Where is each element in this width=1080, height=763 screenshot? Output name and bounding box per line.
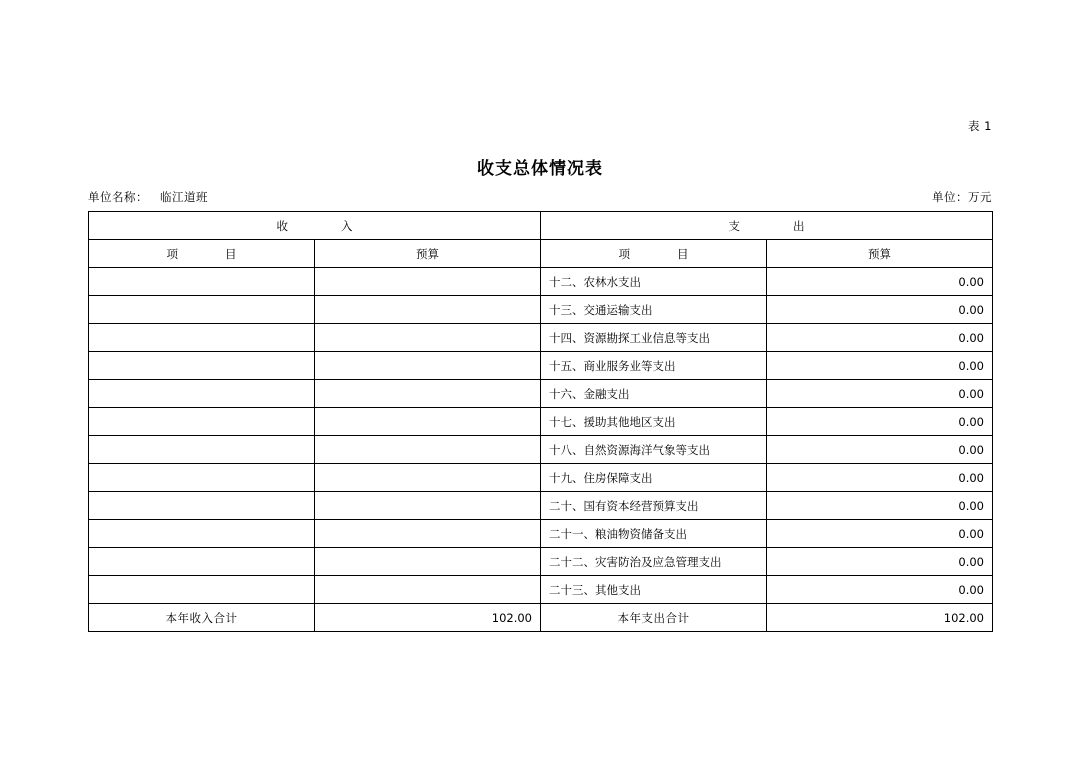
table-row bbox=[89, 520, 993, 548]
table-row bbox=[89, 352, 993, 380]
expense-value-cell: 0.00 bbox=[767, 520, 993, 548]
expense-item-cell: 十二、农林水支出 bbox=[541, 268, 767, 296]
expense-item-cell: 十七、援助其他地区支出 bbox=[541, 408, 767, 436]
expense-value-cell: 0.00 bbox=[767, 576, 993, 604]
table-total-row bbox=[89, 604, 993, 632]
unit-measure-label: 单位：万元 bbox=[932, 190, 992, 204]
income-group-header: 收 入 bbox=[89, 212, 541, 240]
income-item-cell bbox=[89, 352, 315, 380]
income-value-cell bbox=[315, 520, 541, 548]
table-row bbox=[89, 464, 993, 492]
income-item-cell bbox=[89, 520, 315, 548]
expense-item-cell: 二十二、灾害防治及应急管理支出 bbox=[541, 548, 767, 576]
table-body bbox=[89, 268, 993, 604]
page-title: 收支总体情况表 bbox=[477, 159, 603, 179]
unit-name-value: 临江道班 bbox=[160, 190, 208, 204]
expense-value-cell: 0.00 bbox=[767, 492, 993, 520]
income-item-cell bbox=[89, 436, 315, 464]
income-value-cell bbox=[315, 464, 541, 492]
expense-total-value: 102.00 bbox=[767, 604, 993, 632]
table-row bbox=[89, 380, 993, 408]
income-value-cell bbox=[315, 296, 541, 324]
table-group-header-row bbox=[89, 212, 993, 240]
table-row bbox=[89, 436, 993, 464]
income-value-cell bbox=[315, 268, 541, 296]
income-total-label: 本年收入合计 bbox=[89, 604, 315, 632]
table-row bbox=[89, 492, 993, 520]
budget-table bbox=[88, 211, 993, 632]
income-item-cell bbox=[89, 464, 315, 492]
table-row bbox=[89, 408, 993, 436]
income-item-cell bbox=[89, 324, 315, 352]
table-row bbox=[89, 296, 993, 324]
meta-row bbox=[88, 189, 992, 205]
income-item-cell bbox=[89, 492, 315, 520]
expense-item-cell: 十四、资源勘探工业信息等支出 bbox=[541, 324, 767, 352]
expense-item-cell: 二十、国有资本经营预算支出 bbox=[541, 492, 767, 520]
income-item-header: 项 目 bbox=[89, 240, 315, 268]
income-item-cell bbox=[89, 548, 315, 576]
unit-name-block bbox=[88, 189, 208, 205]
table-row bbox=[89, 576, 993, 604]
expense-total-label: 本年支出合计 bbox=[541, 604, 767, 632]
expense-item-header: 项 目 bbox=[541, 240, 767, 268]
income-value-cell bbox=[315, 408, 541, 436]
expense-group-header: 支 出 bbox=[541, 212, 993, 240]
income-budget-header: 预算 bbox=[315, 240, 541, 268]
expense-item-cell: 十八、自然资源海洋气象等支出 bbox=[541, 436, 767, 464]
income-value-cell bbox=[315, 324, 541, 352]
expense-item-cell: 十六、金融支出 bbox=[541, 380, 767, 408]
table-row bbox=[89, 324, 993, 352]
expense-value-cell: 0.00 bbox=[767, 352, 993, 380]
expense-item-cell: 十五、商业服务业等支出 bbox=[541, 352, 767, 380]
expense-item-cell: 二十一、粮油物资储备支出 bbox=[541, 520, 767, 548]
income-item-cell bbox=[89, 296, 315, 324]
table-row bbox=[89, 268, 993, 296]
expense-value-cell: 0.00 bbox=[767, 464, 993, 492]
expense-value-cell: 0.00 bbox=[767, 296, 993, 324]
expense-item-cell: 十九、住房保障支出 bbox=[541, 464, 767, 492]
expense-item-cell: 十三、交通运输支出 bbox=[541, 296, 767, 324]
expense-item-cell: 二十三、其他支出 bbox=[541, 576, 767, 604]
income-value-cell bbox=[315, 492, 541, 520]
income-value-cell bbox=[315, 436, 541, 464]
income-value-cell bbox=[315, 548, 541, 576]
expense-value-cell: 0.00 bbox=[767, 548, 993, 576]
sheet-label: 表 1 bbox=[968, 119, 992, 133]
income-item-cell bbox=[89, 268, 315, 296]
income-item-cell bbox=[89, 380, 315, 408]
income-total-value: 102.00 bbox=[315, 604, 541, 632]
expense-value-cell: 0.00 bbox=[767, 324, 993, 352]
table-column-header-row bbox=[89, 240, 993, 268]
income-value-cell bbox=[315, 380, 541, 408]
income-value-cell bbox=[315, 352, 541, 380]
expense-value-cell: 0.00 bbox=[767, 268, 993, 296]
unit-name-label: 单位名称： bbox=[88, 190, 148, 204]
expense-budget-header: 预算 bbox=[767, 240, 993, 268]
income-item-cell bbox=[89, 576, 315, 604]
expense-value-cell: 0.00 bbox=[767, 408, 993, 436]
table-row bbox=[89, 548, 993, 576]
income-value-cell bbox=[315, 576, 541, 604]
income-item-cell bbox=[89, 408, 315, 436]
expense-value-cell: 0.00 bbox=[767, 380, 993, 408]
expense-value-cell: 0.00 bbox=[767, 436, 993, 464]
